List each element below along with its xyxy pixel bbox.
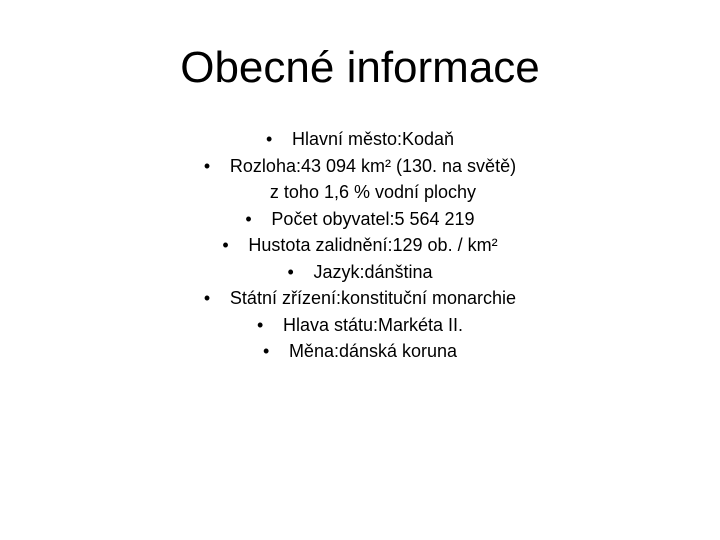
list-item-population	[0, 206, 720, 233]
bullet-icon: •	[265, 129, 273, 149]
list-item-text: Hustota zalidnění:129 ob. / km²	[248, 235, 498, 255]
list-item-text: Státní zřízení:konstituční monarchie	[229, 288, 517, 308]
list-item-government	[0, 285, 720, 312]
list-item-density	[0, 232, 720, 259]
bullet-list	[0, 126, 720, 365]
list-item-text: Počet obyvatel:5 564 219	[271, 208, 475, 229]
list-item-currency	[0, 338, 720, 365]
list-item-text: Hlavní město:Kodaň	[291, 129, 455, 149]
bullet-icon: •	[203, 288, 211, 308]
list-item-text: Měna:dánská koruna	[288, 341, 458, 361]
bullet-icon: •	[287, 261, 294, 282]
list-item-text: Rozloha:43 094 km² (130. na světě)	[229, 155, 517, 176]
list-item-text-block	[230, 153, 516, 206]
slide-title: Obecné informace	[180, 43, 540, 92]
list-item-area	[0, 153, 720, 206]
bullet-icon: •	[245, 208, 252, 229]
list-item-text: Hlava státu:Markéta II.	[282, 314, 464, 335]
bullet-icon: •	[262, 341, 270, 361]
list-item-subtext: z toho 1,6 % vodní plochy	[269, 182, 477, 202]
bullet-icon: •	[222, 235, 229, 255]
list-item-text: Jazyk:dánština	[313, 261, 433, 282]
list-item-language	[0, 259, 720, 286]
bullet-icon: •	[203, 155, 211, 176]
list-item-head-of-state	[0, 312, 720, 339]
list-item-capital	[0, 126, 720, 153]
bullet-icon: •	[256, 314, 264, 335]
